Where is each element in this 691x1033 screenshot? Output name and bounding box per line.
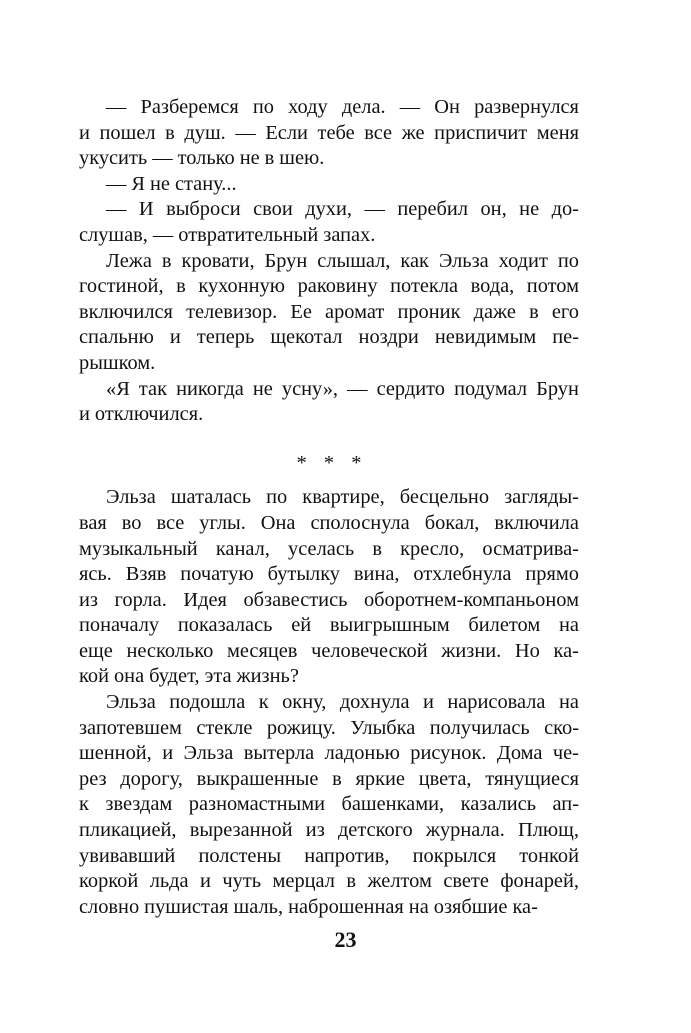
text-line: и отключился.	[79, 403, 204, 426]
text-line: шенной, и Эльза вытерла ладонью рисунок. Дома че-	[79, 742, 579, 765]
paragraph	[79, 197, 579, 248]
text-line: пликацией, вырезанной из детского журнала. Плющ,	[79, 819, 579, 842]
paragraph	[79, 690, 579, 920]
text-line: кой она будет, эта жизнь?	[79, 665, 299, 688]
text-line: Эльза подошла к окну, дохнула и нарисовала на	[106, 691, 579, 714]
text-line: и пошел в душ. — Если тебе все же приспичит меня	[79, 121, 579, 144]
text-line: слушав, — отвратительный запах.	[79, 223, 376, 246]
paragraph	[79, 249, 579, 377]
text-line: словно пушистая шаль, наброшенная на озябшие ка-	[79, 895, 538, 918]
text-line: гостиной, в кухонную раковину потекла вода, потом	[79, 275, 579, 298]
text-line: Лежа в кровати, Брун слышал, как Эльза ходит по	[106, 249, 579, 272]
text-line: — Разберемся по ходу дела. — Он развернулся	[106, 96, 579, 118]
text-line: увивавший полстены напротив, покрылся тонкой	[79, 844, 579, 867]
text-line: музыкальный канал, уселась в кресло, осматрива-	[79, 537, 579, 560]
text-line: «Я так никогда не усну», — сердито подумал Брун	[106, 377, 579, 400]
text-line: еще несколько месяцев человеческой жизни. Но ка-	[79, 639, 579, 662]
text-line: рез дорогу, выкрашенные в яркие цвета, тянущиеся	[79, 767, 579, 790]
paragraph	[79, 377, 579, 428]
page-number: 23	[334, 927, 357, 952]
paragraph	[79, 485, 579, 690]
scene-separator: * * *	[296, 451, 368, 474]
paragraph	[79, 95, 579, 172]
text-line: включился телевизор. Ее аромат проник даже в его	[79, 300, 579, 323]
text-line: вая во все углы. Она сполоснула бокал, включила	[79, 511, 579, 534]
text-line: — И выброси свои духи, — перебил он, не до-	[106, 198, 579, 221]
text-line: — Я не стану...	[106, 172, 237, 195]
text-line: укусить — только не в шею.	[79, 147, 325, 170]
text-line: поначалу показалась ей выигрышным билетом на	[79, 614, 579, 637]
text-line: запотевшем стекле рожицу. Улыбка получилась ско-	[79, 716, 579, 739]
text-block-before	[79, 95, 579, 428]
text-line: рышком.	[79, 351, 156, 374]
text-line: к звездам разномастными башенками, казались ап-	[79, 793, 579, 816]
text-line: ясь. Взяв початую бутылку вина, отхлебнула прямо	[79, 563, 579, 586]
text-line: коркой льда и чуть мерцал в желтом свете фонарей,	[79, 870, 579, 893]
text-line: спальню и теперь щекотал ноздри невидимым пе-	[79, 326, 579, 349]
text-block-after	[79, 485, 579, 920]
paragraph	[79, 172, 579, 198]
page-body	[79, 95, 579, 920]
text-line: Эльза шаталась по квартире, бесцельно загляды-	[106, 486, 579, 509]
text-line: из горла. Идея обзавестись оборотнем-компаньоном	[79, 588, 579, 611]
